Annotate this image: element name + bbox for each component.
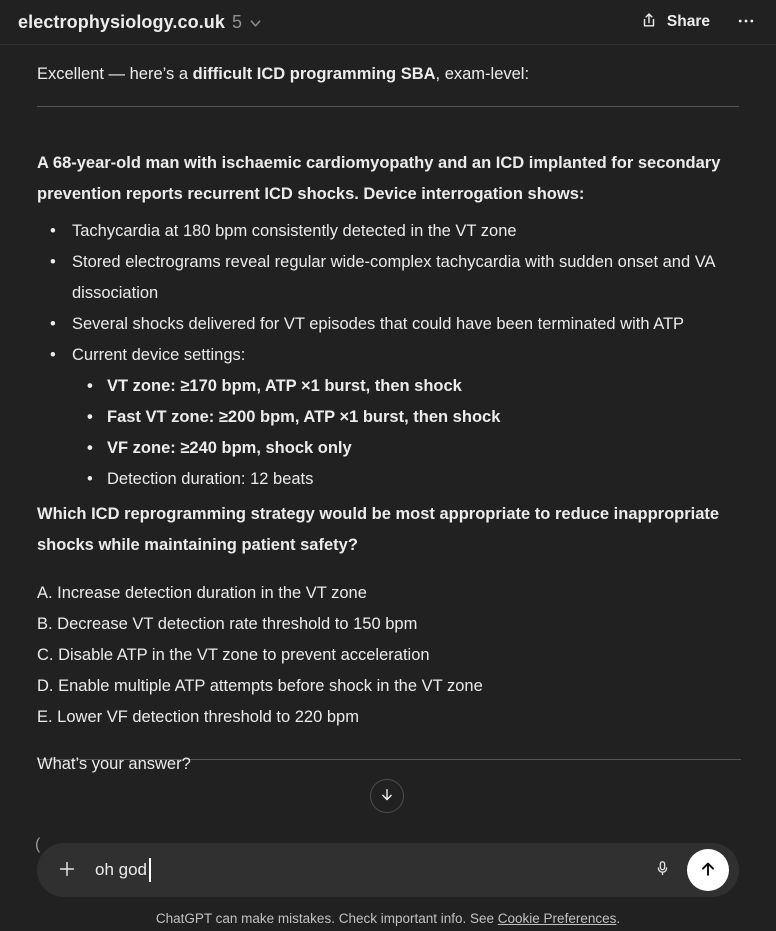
clipped-text-fragment: ( xyxy=(35,836,41,853)
list-item: • Tachycardia at 180 bpm consistently detected in the VT zone xyxy=(37,216,739,247)
device-settings-list xyxy=(72,371,739,495)
send-button[interactable] xyxy=(687,849,729,891)
share-label: Share xyxy=(666,13,710,30)
answer-options xyxy=(37,578,739,733)
composer xyxy=(37,843,739,897)
header-actions xyxy=(640,11,756,34)
findings-list xyxy=(37,216,739,495)
share-button[interactable] xyxy=(640,11,710,34)
answer-option: B. Decrease VT detection rate threshold to 150 bpm xyxy=(37,615,418,633)
list-item: • Stored electrograms reveal regular wide-complex tachycardia with sudden onset and VA dissociation xyxy=(37,247,739,309)
assistant-message xyxy=(37,45,739,733)
arrow-up-icon xyxy=(698,859,718,882)
share-icon xyxy=(640,11,658,34)
arrow-down-icon xyxy=(378,786,396,807)
disclaimer-text: ChatGPT can make mistakes. Check important info. See xyxy=(155,911,498,926)
followup-question: What’s your answer? xyxy=(37,755,191,773)
list-item: • Several shocks delivered for VT episodes that could have been terminated with ATP xyxy=(37,309,739,340)
list-item: • Current device settings: • VT zone: ≥170 bpm, ATP ×1 burst, then shock • Fast VT zone: ≥200 bpm, ATP ×1 burst, then shock • VF zone: ≥240 bpm, shock only • Detection duration: 12 beats xyxy=(37,340,739,495)
conversation-title-dropdown[interactable] xyxy=(18,12,262,33)
attach-button[interactable] xyxy=(56,858,78,883)
list-item: • VT zone: ≥170 bpm, ATP ×1 burst, then shock xyxy=(72,371,739,402)
answer-option: C. Disable ATP in the VT zone to prevent acceleration xyxy=(37,646,430,664)
chevron-down-icon xyxy=(249,17,262,30)
text-caret xyxy=(149,858,151,882)
list-item: • Detection duration: 12 beats xyxy=(72,464,739,495)
list-item: • VF zone: ≥240 bpm, shock only xyxy=(72,433,739,464)
question-stem: A 68-year-old man with ischaemic cardiomyopathy and an ICD implanted for secondary prevention reports recurrent ICD shocks. Device interrogation shows: xyxy=(37,154,721,203)
conversation-title: electrophysiology.co.uk xyxy=(18,11,226,32)
answer-option: E. Lower VF detection threshold to 220 bpm xyxy=(37,708,359,726)
plus-icon xyxy=(56,858,78,883)
disclaimer-period: . xyxy=(616,911,621,926)
message-count-badge: 5 xyxy=(232,11,243,32)
answer-option: D. Enable multiple ATP attempts before shock in the VT zone xyxy=(37,677,483,695)
more-options-button[interactable] xyxy=(736,11,756,34)
conversation-header xyxy=(0,0,776,45)
scroll-to-bottom-button[interactable] xyxy=(370,779,404,813)
list-item: • Fast VT zone: ≥200 bpm, ATP ×1 burst, then shock xyxy=(72,402,739,433)
message-input[interactable] xyxy=(95,858,653,882)
dictate-button[interactable] xyxy=(653,859,672,881)
input-text: oh god xyxy=(95,860,147,879)
question-line: Which ICD reprogramming strategy would be most appropriate to reduce inappropriate shocks while maintaining patient safety? xyxy=(37,505,720,554)
answer-option: A. Increase detection duration in the VT zone xyxy=(37,584,367,602)
ellipsis-icon xyxy=(736,11,756,34)
cookie-preferences-link[interactable]: Cookie Preferences xyxy=(497,911,617,926)
intro-line: Excellent — here’s a difficult ICD programming SBA, exam-level: xyxy=(37,65,530,83)
footer-disclaimer xyxy=(0,906,776,931)
microphone-icon xyxy=(653,859,672,881)
message-divider xyxy=(37,106,739,107)
